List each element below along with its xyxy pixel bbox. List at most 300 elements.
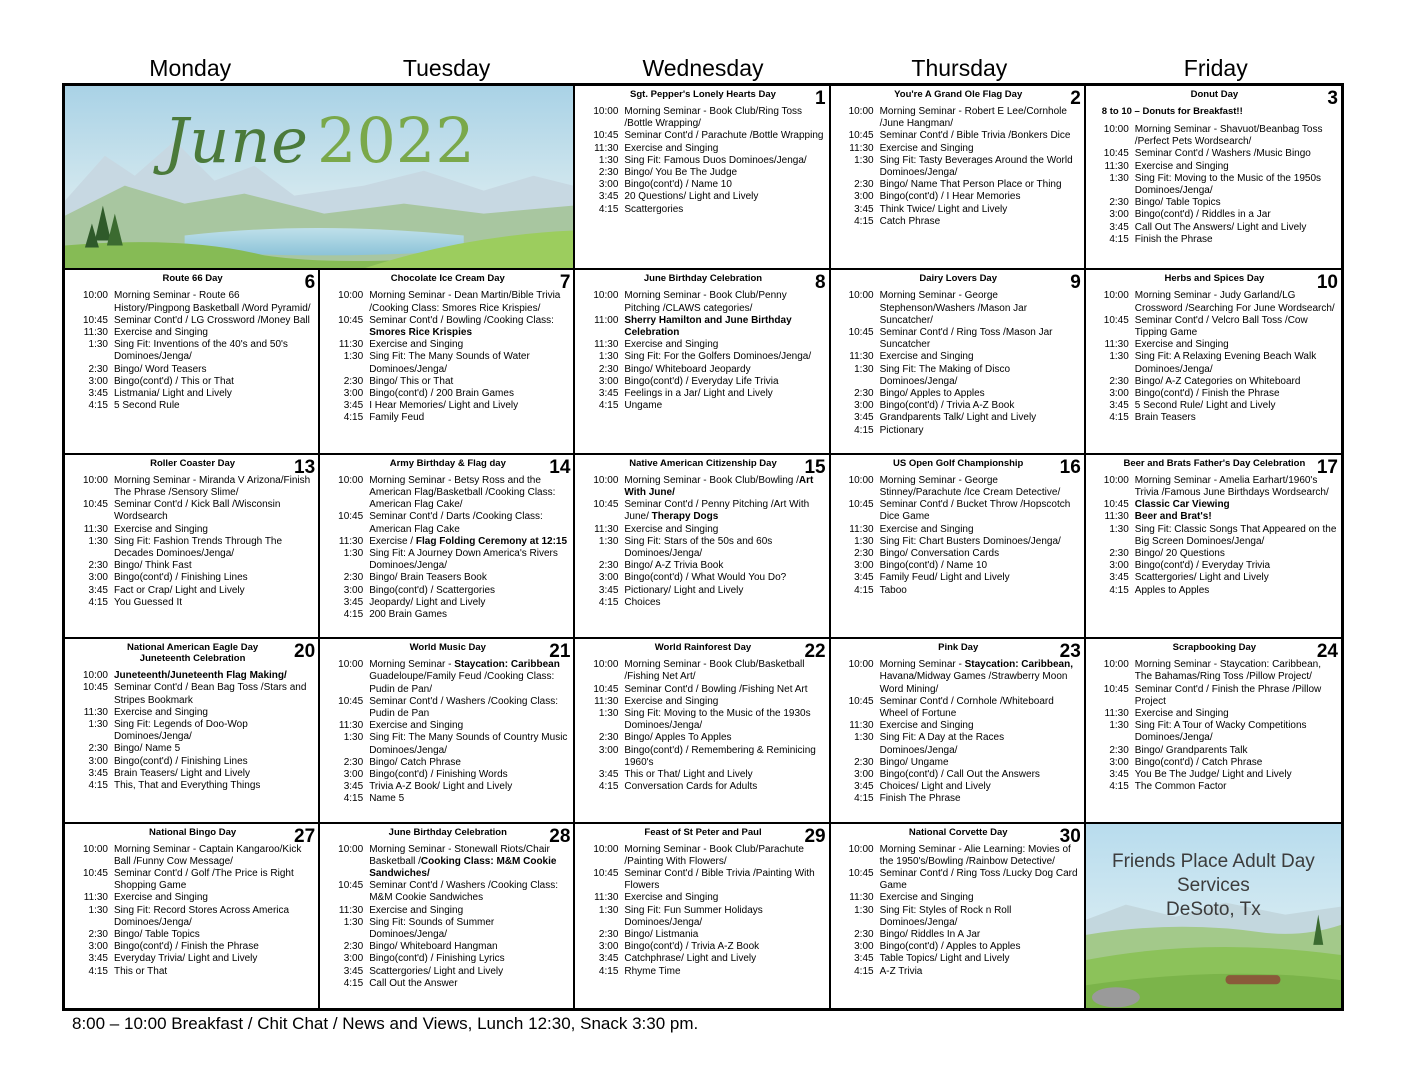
activity-name: Seminar Cont'd / Darts /Cooking Class: American Flag Cake [369,511,543,535]
activity-item [837,844,1080,868]
activity-name: Sing Fit: Record Stores Across America Dominoes/Jenga/ [114,904,290,928]
activity-time: 3:45 [1109,572,1129,584]
activity-item [581,364,824,376]
day-cell-28 [320,824,575,1008]
activity-list [837,659,1080,805]
activity-name: 200 Brain Games [369,609,448,621]
activity-time: 3:45 [1109,221,1129,233]
activity-item [71,315,314,327]
activity-item [71,499,314,523]
activity-item [837,204,1080,216]
activity-item [326,475,569,512]
activity-item [326,966,569,978]
activity-name: Bingo/ This or That [369,375,454,387]
activity-time: 10:00 [593,659,619,671]
activity-time: 10:00 [1103,124,1129,135]
activity-item [1092,400,1337,412]
activity-time: 11:30 [849,351,874,363]
activity-time: 10:45 [82,314,108,326]
activity-item [71,400,314,412]
day-theme-title: Army Birthday & Flag day [389,457,506,469]
activity-item [1092,524,1337,548]
activity-item [71,585,314,597]
activity-time: 10:45 [848,130,874,142]
activity-item [581,290,824,314]
activity-item [326,351,569,375]
activity-item [837,388,1080,400]
activity-name: Seminar Cont'd / Washers /Music Bingo [1134,148,1311,160]
activity-name: Seminar Cont'd / Bible Trivia /Bonkers Dice [879,130,1071,142]
activity-item [581,167,824,179]
activity-name: 20 Questions/ Light and Lively [624,191,759,203]
activity-name: The Common Factor [1134,781,1227,793]
activity-item [1092,499,1337,511]
activity-item [581,696,824,708]
activity-name: Bingo/ Think Fast [114,560,192,572]
day-number: 22 [804,641,826,663]
activity-item [326,412,569,424]
day-theme-title: Donut Day [1190,89,1239,100]
day-theme-title: Scrapbooking Day [1172,642,1257,654]
activity-list [71,290,314,412]
activity-time: 1:30 [343,548,364,560]
activity-time: 3:00 [854,769,874,781]
activity-name: Exercise and Singing [1134,339,1229,351]
activity-item [1092,548,1337,560]
activity-item [1092,148,1337,160]
activity-time: 3:45 [1109,400,1129,412]
activity-name: Sing Fit: Famous Duos Dominoes/Jenga/ [624,154,807,166]
activity-time: 1:30 [88,904,108,916]
activity-name: This or That/ Light and Lively [624,769,753,781]
activity-name: Bingo/ Ungame [879,756,949,768]
activity-name: Bingo/ Listmania [624,929,699,941]
activity-name: Morning Seminar - Staycation: Caribbean, The Bahamas/Ring Toss /Pillow Project/ [1134,659,1321,683]
activity-list [837,844,1080,978]
day-theme-title: National Bingo Day [149,826,237,838]
day-theme-title: World Music Day [409,642,486,654]
activity-name: Morning Seminar - Captain Kangaroo/Kick Ball /Funny Cow Message/ [114,843,302,867]
activity-time: 2:30 [88,363,108,375]
activity-time: 4:15 [88,596,108,608]
activity-time: 3:45 [88,584,108,596]
activity-time: 3:45 [598,388,619,400]
activity-item [71,388,314,400]
activity-time: 1:30 [854,363,874,375]
activity-item [1092,209,1337,221]
activity-time: 4:15 [598,781,619,793]
activity-name: Seminar Cont'd / Bucket Throw /Hopscotch Dice Game [879,499,1071,523]
activity-item [326,597,569,609]
activity-time: 2:30 [88,560,108,572]
day-theme-title: Roller Coaster Day [150,457,236,469]
activity-time: 4:15 [343,609,364,621]
activity-item [581,941,824,953]
activity-name: Bingo(cont'd) / Apples to Apples [879,941,1021,953]
activity-name: Sing Fit: A Day at the Races Dominoes/Jenga/ [879,732,1005,756]
activity-time: 10:00 [1103,474,1129,486]
day-cell-6 [65,270,320,454]
activity-time: 1:30 [1109,720,1129,732]
activity-name: Seminar Cont'd / Golf /The Price is Right Shopping Game [114,868,294,892]
activity-time: 1:30 [854,535,874,547]
activity-name: Scattergories/ Light and Lively [369,965,504,977]
activity-time: 2:30 [854,388,874,400]
activity-time: 4:15 [88,965,108,977]
activity-name: Bingo/ A-Z Trivia Book [624,560,724,572]
activity-time: 11:30 [1104,708,1129,719]
activity-name: Apples to Apples [1134,584,1210,596]
activity-item [326,720,569,732]
activity-time: 3:45 [598,584,619,596]
activity-time: 10:45 [82,868,108,879]
activity-name: Bingo/ Grandparents Talk [1134,744,1248,756]
activity-name: Seminar Cont'd / Cornhole /Whiteboard Wheel of Fortune [879,695,1054,719]
activity-time: 1:30 [343,732,364,744]
day-theme-title: Beer and Brats Father's Day Celebration [1123,457,1306,469]
activity-name: Taboo [879,584,907,596]
activity-name: Exercise and Singing [114,706,208,718]
activity-name: Sing Fit: Legends of Doo-Wop Dominoes/Jenga/ [114,719,248,743]
activity-item [1092,161,1337,173]
activity-name: Bingo/ Word Teasers [114,363,207,375]
activity-name: Bingo/ Riddles In A Jar [879,929,981,941]
activity-time: 2:30 [598,560,619,572]
activity-name: Bingo(cont'd) / Finishing Lines [114,755,248,767]
activity-time: 4:15 [854,215,874,227]
activity-time: 2:30 [1109,744,1129,756]
activity-item [1092,745,1337,757]
activity-time: 3:00 [88,375,108,387]
activity-name: Seminar Cont'd / Velcro Ball Toss /Cow Tipping Game [1134,314,1308,338]
activity-time: 10:00 [1103,290,1129,302]
activity-item [326,732,569,756]
activity-item [581,400,824,412]
activity-time: 4:15 [598,596,619,608]
organization-info [1086,850,1341,922]
activity-name: Seminar Cont'd / Penny Pitching /Art With June/ Therapy Dogs [624,499,810,523]
activity-name: Feelings in a Jar/ Light and Lively [624,388,773,400]
activity-item [581,585,824,597]
activity-item [581,560,824,572]
activity-time: 10:45 [848,499,874,511]
activity-name: Table Topics/ Light and Lively [879,953,1010,965]
activity-item [1092,351,1337,375]
activity-item [1092,315,1337,339]
activity-item [837,412,1080,424]
activity-name: Exercise and Singing [369,720,464,732]
activity-list [1092,290,1337,424]
activity-name: Morning Seminar - Staycation: Caribbean Guadeloupe/Family Feud /Cooking Class: Pudin de Pan/ [369,659,560,695]
activity-time: 2:30 [598,167,619,179]
activity-item [837,400,1080,412]
activity-time: 2:30 [343,756,364,768]
activity-time: 3:00 [854,191,874,203]
activity-time: 3:45 [854,412,874,424]
activity-name: Bingo(cont'd) / Name 10 [879,560,988,572]
weekday-header-row [62,54,1344,82]
activity-item [581,769,824,781]
activity-name: Grandparents Talk/ Light and Lively [879,412,1037,424]
activity-name: You Be The Judge/ Light and Lively [1134,769,1292,781]
activity-name: Bingo(cont'd) / Finishing Lines [114,572,248,584]
activity-item [837,793,1080,805]
activity-time: 1:30 [854,904,874,916]
activity-item [837,425,1080,437]
day-theme-title: You're A Grand Ole Flag Day [894,89,1023,100]
activity-item [326,536,569,548]
activity-item [1092,376,1337,388]
activity-time: 2:30 [343,375,364,387]
day-cell-3 [1086,86,1341,270]
activity-time: 2:30 [1109,548,1129,560]
weekday-friday: Friday [1183,55,1248,81]
activity-name: Exercise and Singing [114,892,208,904]
activity-list [837,106,1080,228]
banner-month: June [163,104,309,177]
activity-item [326,781,569,793]
activity-item [837,953,1080,965]
day-number: 3 [1327,88,1338,109]
activity-list [581,659,824,793]
day-number: 6 [304,272,316,294]
activity-name: Sing Fit: The Many Sounds of Water Dominoes/Jenga/ [369,351,530,375]
activity-name: Exercise and Singing [879,142,974,154]
activity-name: Bingo/ Catch Phrase [369,756,461,768]
activity-time: 10:00 [82,843,108,855]
activity-time: 11:30 [594,695,619,707]
activity-time: 10:45 [848,327,874,338]
activity-item [581,844,824,868]
activity-time: 10:45 [1103,148,1129,160]
activity-name: Exercise and Singing [879,523,974,535]
activity-list [326,475,569,621]
activity-time: 3:45 [343,781,364,793]
activity-name: Scattergories [624,203,684,215]
day-number: 24 [1316,641,1338,663]
activity-item [581,339,824,351]
activity-item [837,769,1080,781]
activity-time: 10:00 [1103,659,1129,671]
activity-time: 1:30 [1109,523,1129,535]
day-cell-21 [320,639,575,823]
activity-name: Sing Fit: The Making of Disco Dominoes/Jenga/ [879,363,1011,387]
activity-item [837,966,1080,978]
activity-name: Morning Seminar - Book Club/Bowling /Art With June/ [624,474,814,498]
activity-name: Sing Fit: A Tour of Wacky Competitions Dominoes/Jenga/ [1134,720,1307,744]
activity-item [1092,659,1337,683]
activity-time: 3:45 [598,953,619,965]
activity-name: Bingo(cont'd) / What Would You Do? [624,572,787,584]
activity-time: 3:00 [598,941,619,953]
activity-item [326,315,569,339]
activity-item [1092,173,1337,197]
activity-name: Bingo/ You Be The Judge [624,167,738,179]
activity-time: 11:30 [338,720,364,732]
activity-name: Bingo(cont'd) / I Hear Memories [879,191,1021,203]
activity-time: 3:45 [88,953,108,965]
activity-item [71,844,314,868]
day-theme-title: Feast of St Peter and Paul [644,826,762,838]
activity-time: 10:45 [338,695,364,707]
activity-name: Bingo(cont'd) / This or That [114,375,234,387]
activity-item [71,941,314,953]
activity-name: Exercise and Singing [1134,160,1229,172]
activity-item [581,143,824,155]
activity-item [837,179,1080,191]
activity-item [1092,708,1337,720]
day-theme-title: June Birthday Celebration [388,826,507,838]
activity-name: This or That [114,965,168,977]
activity-time: 3:45 [1109,769,1129,781]
day-cell-14 [320,455,575,639]
activity-time: 11:30 [1104,160,1129,172]
day-cell-1 [575,86,830,270]
activity-name: Exercise and Singing [879,351,974,363]
activity-name: Exercise and Singing [624,695,719,707]
day-number: 15 [804,456,826,478]
activity-name: Brain Teasers/ Light and Lively [114,767,251,779]
activity-name: Listmania/ Light and Lively [114,388,232,400]
organization-city: DeSoto, Tx [1166,898,1261,920]
activity-item [1092,124,1337,148]
day-number: 29 [804,825,826,847]
activity-item [581,376,824,388]
day-number: 9 [1070,272,1081,294]
activity-name: Catch Phrase [879,215,941,227]
activity-time: 11:30 [338,339,364,351]
activity-name: Exercise and Singing [1134,708,1229,719]
calendar-grid [62,83,1344,1011]
activity-item [326,339,569,351]
activity-item [837,475,1080,499]
activity-name: Scattergories/ Light and Lively [1134,572,1269,584]
activity-time: 2:30 [343,941,364,953]
activity-name: Morning Seminar - Alie Learning: Movies of the 1950's/Bowling /Rainbow Detective/ [879,843,1071,867]
day-cell-20 [65,639,320,823]
activity-time: 4:15 [343,793,364,805]
activity-item [326,548,569,572]
activity-item [581,315,824,339]
activity-item [837,696,1080,720]
activity-name: Catchphrase/ Light and Lively [624,953,757,965]
activity-time: 10:00 [848,106,874,117]
activity-item [837,143,1080,155]
activity-time: 11:30 [83,892,108,904]
activity-time: 1:30 [598,535,619,547]
activity-name: Morning Seminar - Book Club/Basketball /Fishing Net Art/ [624,659,805,683]
activity-time: 10:00 [82,290,108,302]
activity-item [326,585,569,597]
activity-time: 3:00 [598,375,619,387]
activity-item [326,953,569,965]
activity-item [1092,222,1337,234]
activity-name: Morning Seminar - Dean Martin/Bible Trivia /Cooking Class: Smores Rice Krispies/ [369,290,561,314]
activity-item [71,953,314,965]
activity-item [837,585,1080,597]
activity-list [326,659,569,805]
activity-item [326,696,569,720]
activity-list [326,290,569,424]
day-cell-7 [320,270,575,454]
activity-name: Seminar Cont'd / Washers /Cooking Class: Pudin de Pan [369,695,559,719]
activity-name: Sing Fit: A Relaxing Evening Beach Walk Dominoes/Jenga/ [1134,351,1317,375]
activity-item [581,597,824,609]
activity-name: Rhyme Time [624,965,681,977]
day-number: 30 [1059,825,1081,847]
activity-item [1092,769,1337,781]
day-theme-title: Route 66 Day [162,273,223,285]
activity-list [1092,124,1337,246]
day-theme-title: World Rainforest Day [654,642,752,654]
activity-time: 10:00 [82,670,108,682]
activity-name: Classic Car Viewing [1134,499,1230,511]
activity-item [581,475,824,499]
day-theme-title: Chocolate Ice Cream Day [390,273,505,285]
activity-time: 4:15 [343,977,364,989]
day-number: 21 [549,641,571,663]
activity-item [71,768,314,780]
activity-time: 10:45 [338,314,364,326]
activity-time: 10:00 [593,474,619,486]
activity-time: 2:30 [1109,375,1129,387]
day-theme-title: Pink Day [938,642,979,654]
activity-name: I Hear Memories/ Light and Lively [369,400,519,412]
activity-name: Everyday Trivia/ Light and Lively [114,953,258,965]
day-number: 1 [815,88,826,109]
activity-time: 11:30 [849,142,874,154]
activity-item [71,929,314,941]
activity-name: Bingo(cont'd) / Riddles in a Jar [1134,209,1271,221]
activity-item [837,524,1080,536]
activity-name: Call Out The Answers/ Light and Lively [1134,221,1307,233]
activity-name: Bingo/ 20 Questions [1134,548,1225,560]
activity-item [71,339,314,363]
activity-time: 3:00 [1109,388,1129,400]
activity-list [71,475,314,609]
weekday-monday: Monday [149,55,232,81]
banner-title [65,104,573,177]
activity-item [326,572,569,584]
day-theme-title: Sgt. Pepper's Lonely Hearts Day [630,89,776,100]
activity-time: 1:30 [343,351,364,363]
activity-item [71,892,314,904]
activity-item [581,155,824,167]
activity-time: 4:15 [88,400,108,412]
activity-time: 2:30 [854,756,874,768]
day-theme-title: Native American Citizenship Day [629,457,777,469]
activity-time: 10:45 [1103,314,1129,326]
activity-item [581,130,824,142]
activity-time: 11:30 [594,892,619,904]
activity-time: 4:15 [598,203,619,215]
activity-name: Morning Seminar - Miranda V Arizona/Finish The Phrase /Sensory Slime/ [114,474,311,498]
activity-item [71,560,314,572]
weekday-tuesday: Tuesday [402,55,491,81]
day-number: 13 [294,456,316,478]
activity-name: Seminar Cont'd / Washers /Cooking Class: M&M Cookie Sandwiches [369,880,559,904]
activity-time: 3:45 [343,596,364,608]
activity-item [837,155,1080,179]
activity-name: Bingo(cont'd) / Trivia A-Z Book [879,400,1015,412]
weekday-thursday: Thursday [911,55,1008,81]
activity-item [326,388,569,400]
activity-item [326,376,569,388]
activity-time: 10:45 [848,695,874,707]
activity-item [837,130,1080,142]
activity-time: 3:00 [343,769,364,781]
activity-time: 10:45 [593,130,619,142]
